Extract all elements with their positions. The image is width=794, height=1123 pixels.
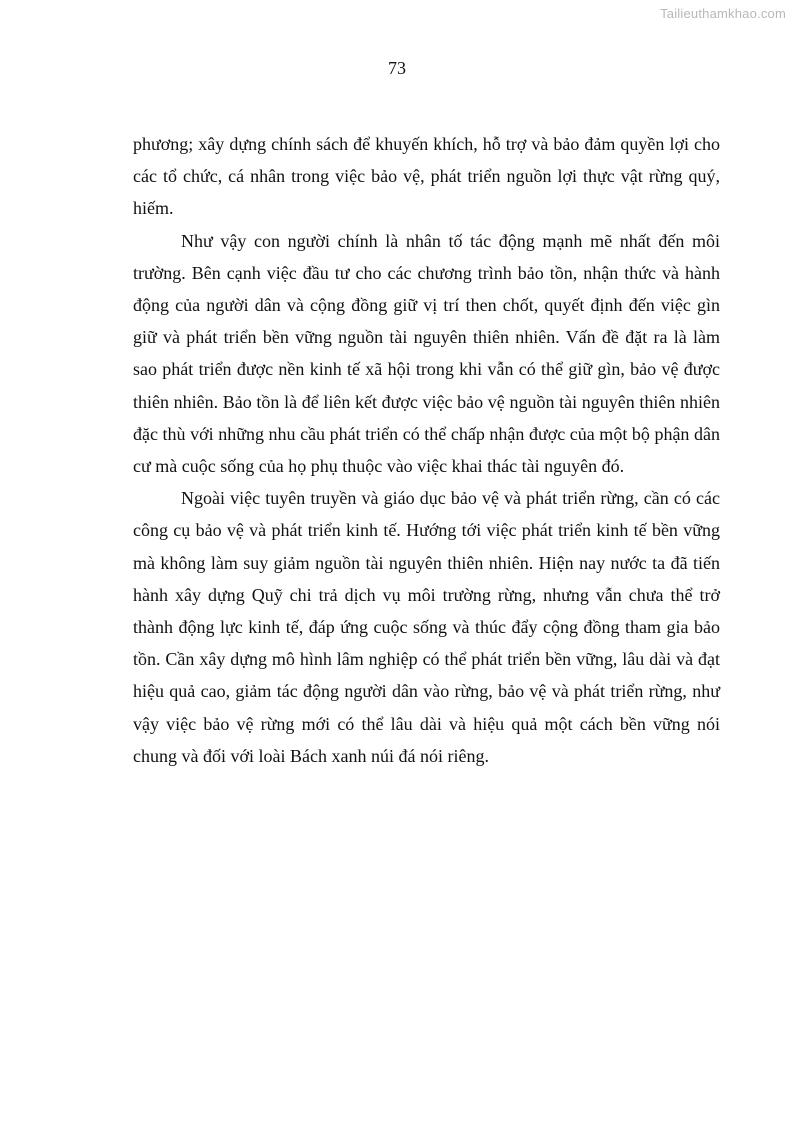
document-body: [133, 128, 720, 772]
page-number: 73: [388, 58, 406, 78]
watermark: Tailieuthamkhao.com: [660, 6, 786, 21]
paragraph-3: Ngoài việc tuyên truyền và giáo dục bảo vệ và phát triển rừng, cần có các công cụ bảo vệ và phát triển kinh tế. Hướng tới việc phát triển kinh tế bền vững mà không làm suy giảm nguồn tài nguyên thiên nhiên. Hiện nay nước ta đã tiến hành xây dựng Quỹ chi trả dịch vụ môi trường rừng, nhưng vẫn chưa thể trở thành động lực kinh tế, đáp ứng cuộc sống và thúc đẩy cộng đồng tham gia bảo tồn. Cần xây dựng mô hình lâm nghiệp có thể phát triển bền vững, lâu dài và đạt hiệu quả cao, giảm tác động người dân vào rừng, bảo vệ và phát triển rừng, như vậy việc bảo vệ rừng mới có thể lâu dài và hiệu quả một cách bền vững nói chung và đối với loài Bách xanh núi đá nói riêng.: [133, 488, 720, 766]
paragraph-2: Như vậy con người chính là nhân tố tác động mạnh mẽ nhất đến môi trường. Bên cạnh việc đầu tư cho các chương trình bảo tồn, nhận thức và hành động của người dân và cộng đồng giữ vị trí then chốt, quyết định đến việc gìn giữ và phát triển bền vững nguồn tài nguyên thiên nhiên. Vấn đề đặt ra là làm sao phát triển được nền kinh tế xã hội trong khi vẫn có thể giữ gìn, bảo vệ được thiên nhiên. Bảo tồn là để liên kết được việc bảo vệ nguồn tài nguyên thiên nhiên đặc thù với những nhu cầu phát triển có thể chấp nhận được của một bộ phận dân cư mà cuộc sống của họ phụ thuộc vào việc khai thác tài nguyên đó.: [133, 230, 720, 477]
paragraph-1: phương; xây dựng chính sách để khuyến khích, hỗ trợ và bảo đảm quyền lợi cho các tổ chức, cá nhân trong việc bảo vệ, phát triển nguồn lợi thực vật rừng quý, hiếm.: [133, 134, 720, 219]
